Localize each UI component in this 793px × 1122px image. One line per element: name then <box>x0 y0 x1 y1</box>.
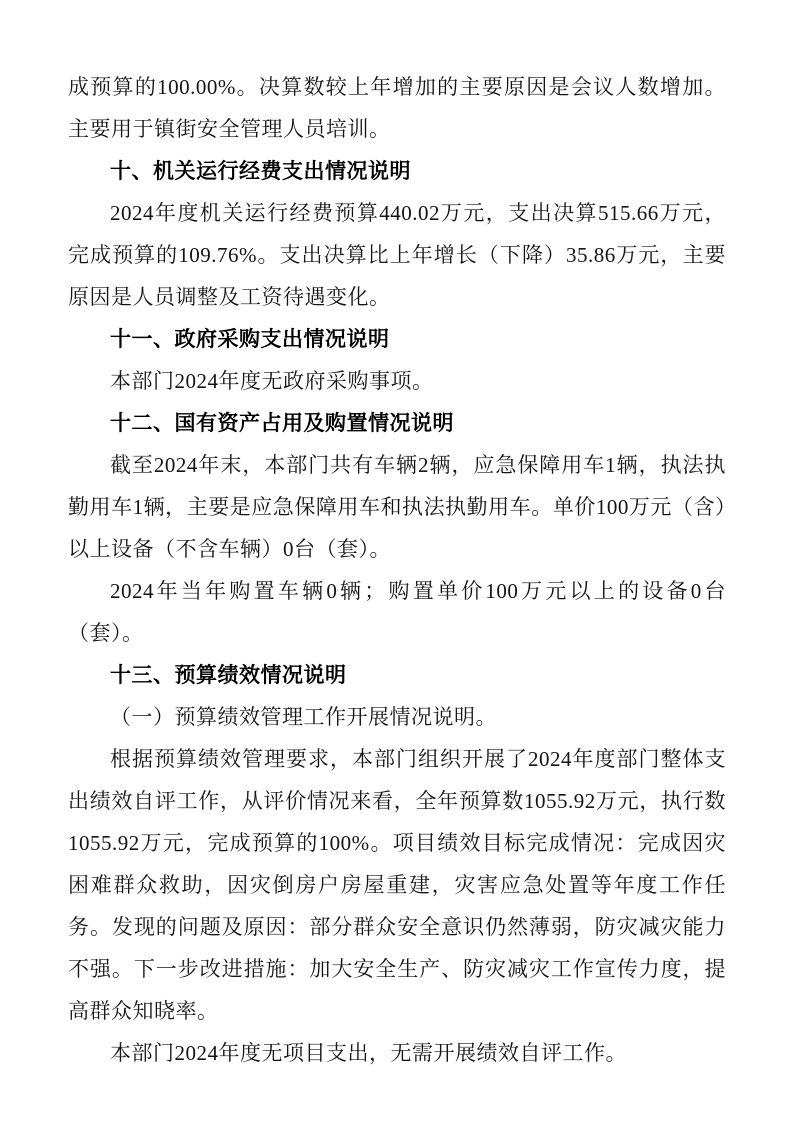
paragraph: 根据预算绩效管理要求，本部门组织开展了2024年度部门整体支出绩效自评工作，从评价情况来看，全年预算数1055.92万元，执行数1055.92万元，完成预算的100%。项目绩效目标完成情况：完成因灾困难群众救助，因灾倒房户房屋重建，灾害应急处置等年度工作任务。发现的问题及原因：部分群众安全意识仍然薄弱，防灾减灾能力不强。下一步改进措施：加大安全生产、防灾减灾工作宣传力度，提高群众知晓率。 <box>68 747 726 1023</box>
section-heading: 十、机关运行经费支出情况说明 <box>110 159 411 183</box>
paragraph: 本部门2024年度无政府采购事项。 <box>110 369 434 393</box>
section-heading: 十一、政府采购支出情况说明 <box>110 327 390 351</box>
section-heading: 十二、国有资产占用及购置情况说明 <box>110 411 454 435</box>
paragraph: 截至2024年末，本部门共有车辆2辆，应急保障用车1辆，执法执勤用车1辆，主要是应急保障用车和执法执勤用车。单价100万元（含）以上设备（不含车辆）0台（套）。 <box>68 453 726 561</box>
paragraph: 成预算的100.00%。决算数较上年增加的主要原因是会议人数增加。主要用于镇街安全管理人员培训。 <box>68 75 726 141</box>
section-heading: 十三、预算绩效情况说明 <box>110 663 347 687</box>
document-body <box>68 66 726 1074</box>
paragraph: （一）预算绩效管理工作开展情况说明。 <box>110 705 497 729</box>
paragraph: 2024年当年购置车辆0辆；购置单价100万元以上的设备0台（套）。 <box>68 579 726 645</box>
paragraph: 2024年度机关运行经费预算440.02万元，支出决算515.66万元，完成预算的109.76%。支出决算比上年增长（下降）35.86万元，主要原因是人员调整及工资待遇变化。 <box>68 201 726 309</box>
paragraph: 本部门2024年度无项目支出，无需开展绩效自评工作。 <box>110 1041 627 1065</box>
